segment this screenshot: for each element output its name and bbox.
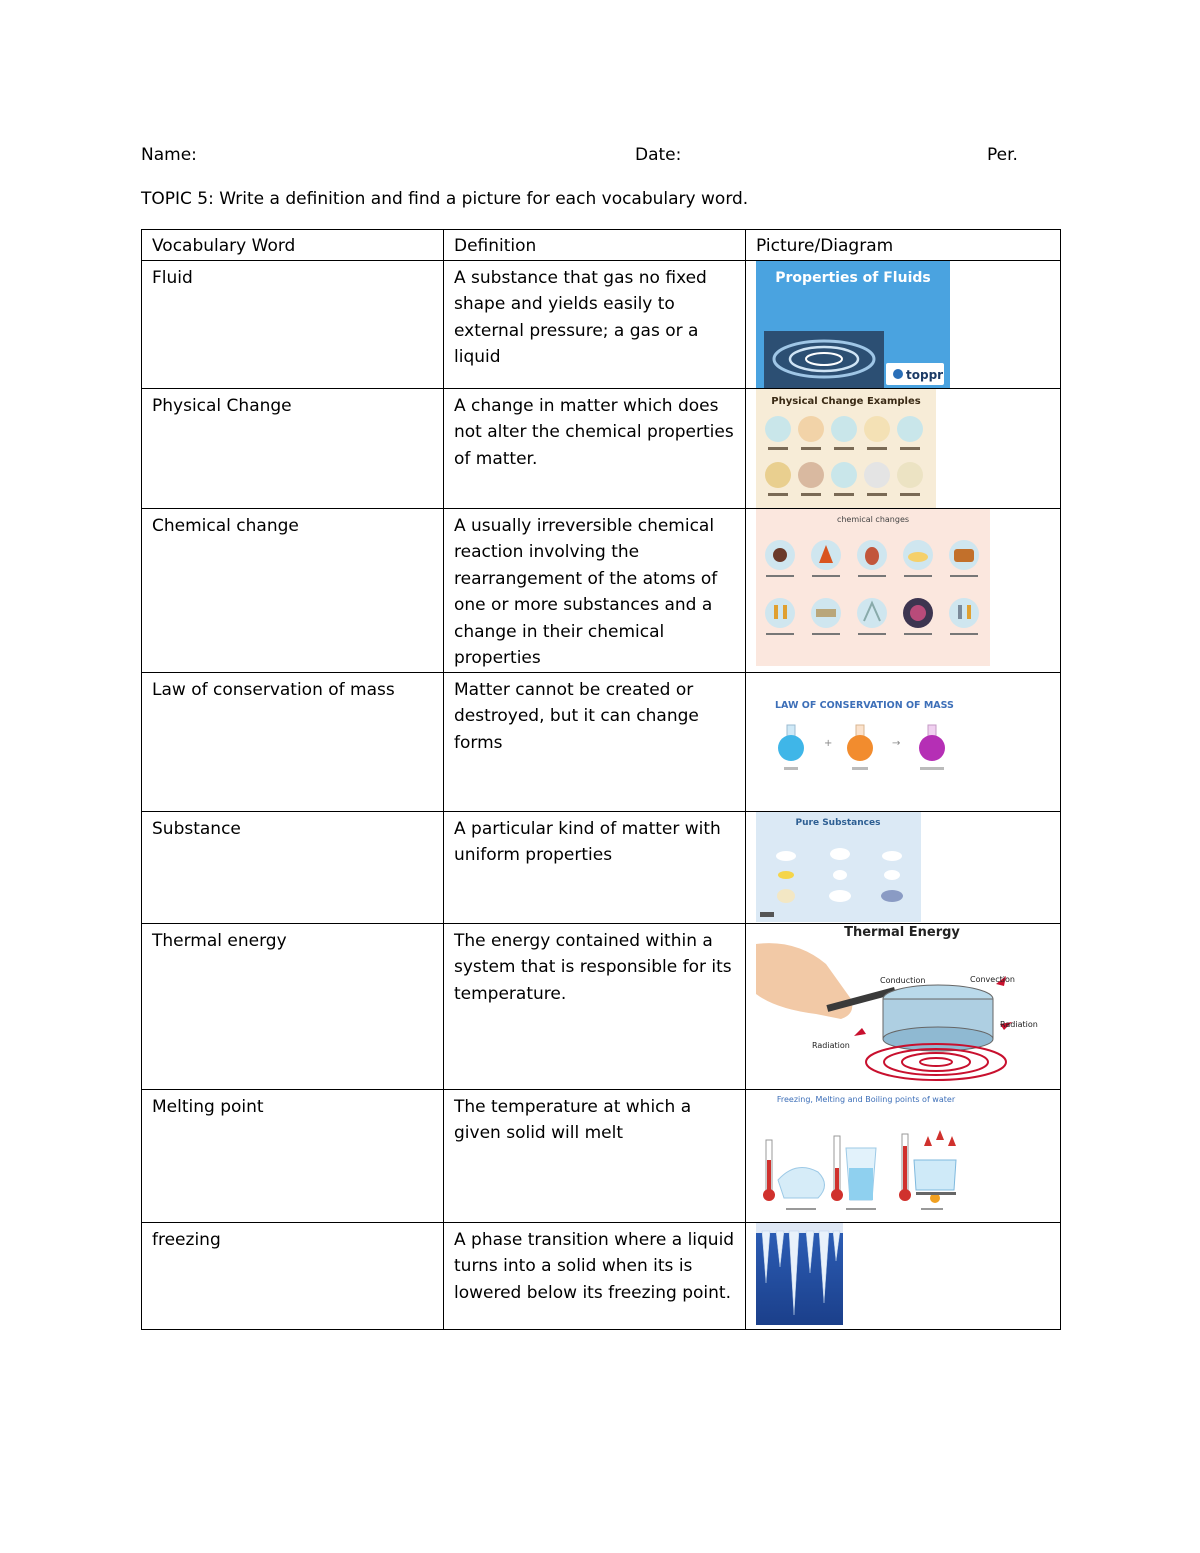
date-label: Date: [635, 145, 682, 165]
thermal-image-title: Thermal Energy [844, 924, 960, 940]
picture-cell [746, 508, 1061, 672]
substance-image [756, 812, 921, 922]
table-row [142, 672, 1061, 811]
table-row [142, 1222, 1061, 1329]
conservation-image-title: LAW OF CONSERVATION OF MASS [775, 699, 954, 711]
picture-cell [746, 260, 1061, 388]
chemical-change-image [756, 509, 990, 666]
thermal-label: Radiation [1000, 1019, 1038, 1029]
picture-cell [746, 1089, 1061, 1222]
picture-cell [746, 811, 1061, 923]
period-label: Per. [987, 145, 1018, 165]
chemical-change-image-title: chemical changes [836, 514, 910, 524]
definition: A substance that gas no fixed shape and yields easily to external pressure; a gas or a liquid [444, 260, 746, 388]
vocabulary-word: Fluid [142, 260, 444, 388]
definition: A particular kind of matter with uniform properties [444, 811, 746, 923]
toppr-logo: toppr [906, 367, 944, 382]
picture-cell [746, 672, 1061, 811]
svg-text:+: + [824, 737, 833, 749]
column-header: Vocabulary Word [142, 230, 444, 261]
vocabulary-word: Law of conservation of mass [142, 672, 444, 811]
column-header: Picture/Diagram [746, 230, 1061, 261]
vocabulary-word: Melting point [142, 1089, 444, 1222]
definition: A phase transition where a liquid turns into a solid when its is lowered below its freezing point. [444, 1222, 746, 1329]
table-row [142, 508, 1061, 672]
picture-cell [746, 1222, 1061, 1329]
table-row [142, 923, 1061, 1089]
vocabulary-word: Chemical change [142, 508, 444, 672]
instructions: TOPIC 5: Write a definition and find a picture for each vocabulary word. [141, 189, 749, 209]
definition: The energy contained within a system that is responsible for its temperature. [444, 923, 746, 1089]
melting-image-title: Freezing, Melting and Boiling points of water [776, 1094, 956, 1104]
physical-change-image-title: Physical Change Examples [771, 395, 921, 407]
vocabulary-word: Thermal energy [142, 923, 444, 1089]
definition: The temperature at which a given solid will melt [444, 1089, 746, 1222]
table-row [142, 260, 1061, 388]
vocabulary-word: Substance [142, 811, 444, 923]
vocabulary-table [141, 229, 1061, 1330]
thermal-label: Radiation [812, 1040, 850, 1050]
freezing-image [756, 1223, 843, 1325]
definition: A change in matter which does not alter the chemical properties of matter. [444, 388, 746, 508]
table-row [142, 811, 1061, 923]
vocabulary-word: Physical Change [142, 388, 444, 508]
fluid-image-title: Properties of Fluids [775, 269, 931, 286]
picture-cell [746, 923, 1061, 1089]
vocabulary-word: freezing [142, 1222, 444, 1329]
physical-change-image [756, 389, 936, 508]
conservation-of-mass-image [756, 673, 966, 810]
column-header: Definition [444, 230, 746, 261]
table-header-row [142, 230, 1061, 261]
thermal-label: Convection [970, 974, 1015, 984]
substance-image-title: Pure Substances [795, 817, 881, 828]
fluid-image [756, 261, 950, 388]
melting-point-image [756, 1090, 976, 1218]
svg-text:→: → [892, 737, 901, 749]
table-row [142, 1089, 1061, 1222]
name-label: Name: [141, 145, 197, 165]
definition: A usually irreversible chemical reaction involving the rearrangement of the atoms of one or more substances and a change in their chemical properties [444, 508, 746, 672]
thermal-label: Conduction [880, 975, 926, 985]
thermal-energy-image [756, 924, 1059, 1089]
table-row [142, 388, 1061, 508]
definition: Matter cannot be created or destroyed, but it can change forms [444, 672, 746, 811]
picture-cell [746, 388, 1061, 508]
